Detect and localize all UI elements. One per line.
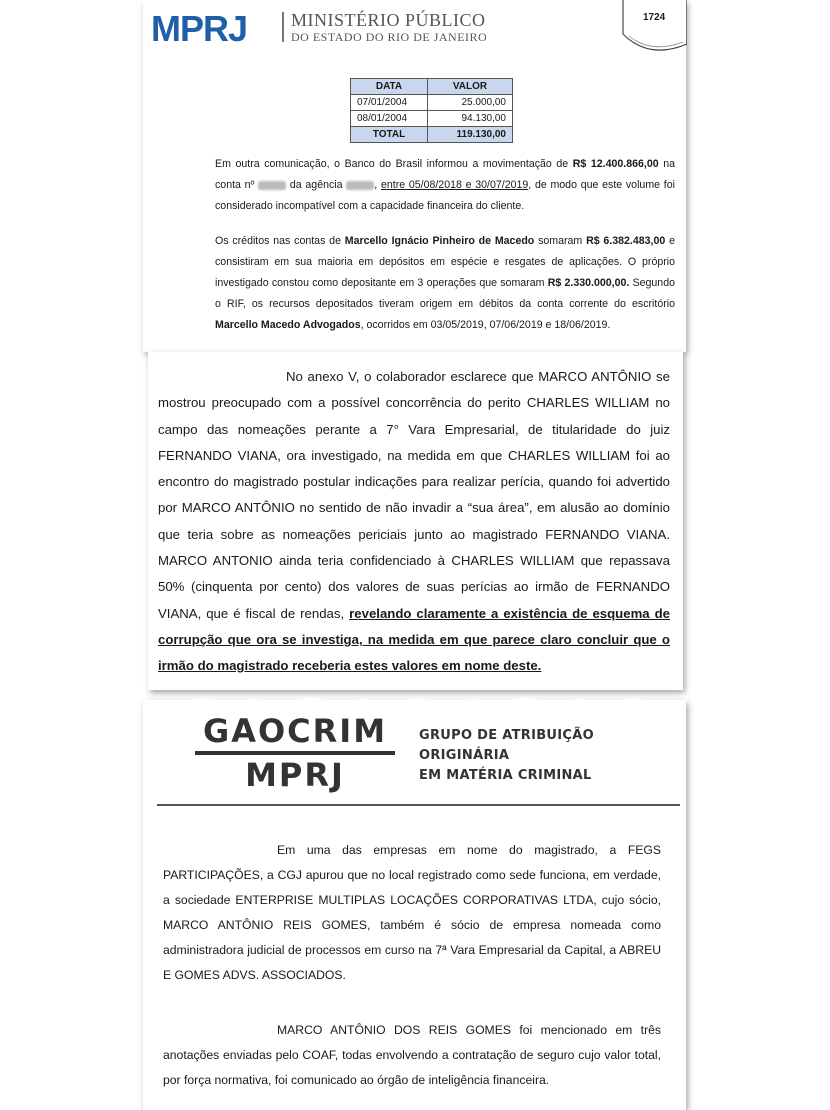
- table-total-label: TOTAL: [351, 127, 428, 143]
- org-name-line1: MINISTÉRIO PÚBLICO: [291, 10, 486, 30]
- gaocrim-logo-bar: [195, 751, 395, 755]
- gaocrim-heading-line2: EM MATÉRIA CRIMINAL: [419, 768, 592, 783]
- table-cell-value: 25.000,00: [428, 95, 513, 111]
- gaocrim-logo-top: GAOCRIM: [202, 712, 388, 750]
- column-header-date: DATA: [351, 79, 428, 95]
- paragraph-creditos: [215, 231, 675, 336]
- table-header-row: [351, 79, 513, 95]
- table-cell-value: 94.130,00: [428, 111, 513, 127]
- table-row: [351, 111, 513, 127]
- paragraph-banco-brasil: [215, 154, 675, 217]
- text-run: No anexo V, o colaborador esclarece que MARCO ANTÔNIO se mostrou preocupado com a possível concorrência do perito CHARLES WILLIAM no campo das nomeações perante a 7° Vara Empresarial, de titularidade do juiz FERNANDO VIANA, ora investigado, na medida em que CHARLES WILLIAM foi ao encontro do magistrado postular indicações para realizar perícia, quando foi advertido por MARCO ANTÔNIO no sentido de não invadir a “sua área”, em alusão ao domínio que teria sobre as nomeações periciais junto ao magistrado FERNANDO VIANA. MARCO ANTONIO ainda teria confidenciado à CHARLES WILLIAM que repassava 50% (cinquenta por cento) dos valores de suas perícias ao irmão de FERNANDO VIANA, que é fiscal de rendas,: [158, 369, 670, 621]
- org-name-line2: DO ESTADO DO RIO DE JANEIRO: [291, 30, 488, 44]
- text-run: Os créditos nas contas de: [215, 235, 345, 247]
- text-run: Em uma das empresas em nome do magistrado, a FEGS PARTICIPAÇÕES, a CGJ apurou que no local registrado como sede funciona, em verdade, a sociedade ENTERPRISE MULTIPLAS LOCAÇÕES CORPORATIVAS LTDA, cujo sócio, MARCO ANTÔNIO REIS GOMES, também é sócio de empresa nomeada como administradora judicial de processos em curso na 7ª Vara Empresarial da Capital, a ABREU E GOMES ADVS. ASSOCIADOS.: [163, 843, 661, 982]
- table-cell-date: 07/01/2004: [351, 95, 428, 111]
- text-run: , ocorridos em 03/05/2019, 07/06/2019 e 18/06/2019.: [360, 319, 611, 331]
- text-run: Em outra comunicação, o Banco do Brasil informou a movimentação de: [215, 158, 573, 170]
- redacted-account: [258, 181, 286, 190]
- amount-highlight: R$ 6.382.483,00: [586, 235, 666, 247]
- text-run: e consistiram em sua maioria em depósitos em espécie e resgates de aplicações. O próprio investigado constou como depositante em 3 operações que somaram: [215, 235, 675, 289]
- page-number: 1724: [643, 12, 666, 23]
- column-header-value: VALOR: [428, 79, 513, 95]
- gaocrim-logo-bottom: MPRJ: [245, 756, 345, 794]
- text-run: da agência: [286, 179, 347, 191]
- header-rule: [157, 804, 680, 806]
- mprj-logo: MPRJ: [151, 8, 248, 49]
- amount-highlight: R$ 12.400.866,00: [572, 158, 659, 170]
- table-row: [351, 95, 513, 111]
- firm-name: Marcello Macedo Advogados: [215, 319, 361, 331]
- logo-divider: [282, 12, 284, 42]
- text-run: MARCO ANTÔNIO DOS REIS GOMES foi mencionado em três anotações enviadas pelo COAF, todas envolvendo a contratação de seguro cujo valor total, por força normativa, foi comunicado ao órgão de inteligência financeira.: [163, 1023, 661, 1087]
- table-total-row: [351, 127, 513, 143]
- redacted-agency: [346, 181, 374, 190]
- values-table: [350, 78, 513, 143]
- torn-edge: [143, 694, 686, 708]
- table-cell-date: 08/01/2004: [351, 111, 428, 127]
- document-page-3: [143, 700, 686, 1110]
- gaocrim-heading-line1: GRUPO DE ATRIBUIÇÃO ORIGINÁRIA: [419, 728, 594, 763]
- paragraph-coaf: [163, 1018, 661, 1093]
- gaocrim-heading: [419, 726, 686, 786]
- document-page-2: [148, 352, 683, 690]
- amount-highlight: R$ 2.330.000,00.: [547, 277, 630, 289]
- table-total-value: 119.130,00: [428, 127, 513, 143]
- person-name: Marcello Ignácio Pinheiro de Macedo: [344, 235, 535, 247]
- page-stamp-icon: [619, 0, 687, 58]
- paragraph-fegs: [163, 838, 661, 988]
- text-run: ,: [374, 179, 381, 191]
- gaocrim-logo: [195, 712, 395, 794]
- document-page-1: [143, 0, 686, 352]
- text-run: na conta nº: [215, 158, 676, 191]
- paragraph-anexo-v: [158, 364, 670, 680]
- text-run: Segundo o RIF, os recursos depositados tiveram origem em débitos da conta corrente do escritório: [215, 277, 675, 310]
- text-run: , de modo que este volume foi considerado incompatível com a capacidade financeira do cliente.: [215, 179, 675, 212]
- emphasized-conclusion: revelando claramente a existência de esquema de corrupção que ora se investiga, na medida em que parece claro concluir que o irmão do magistrado receberia estes valores em nome deste.: [158, 605, 670, 674]
- text-run: somaram: [534, 235, 587, 247]
- date-range: entre 05/08/2018 e 30/07/2019: [380, 179, 529, 191]
